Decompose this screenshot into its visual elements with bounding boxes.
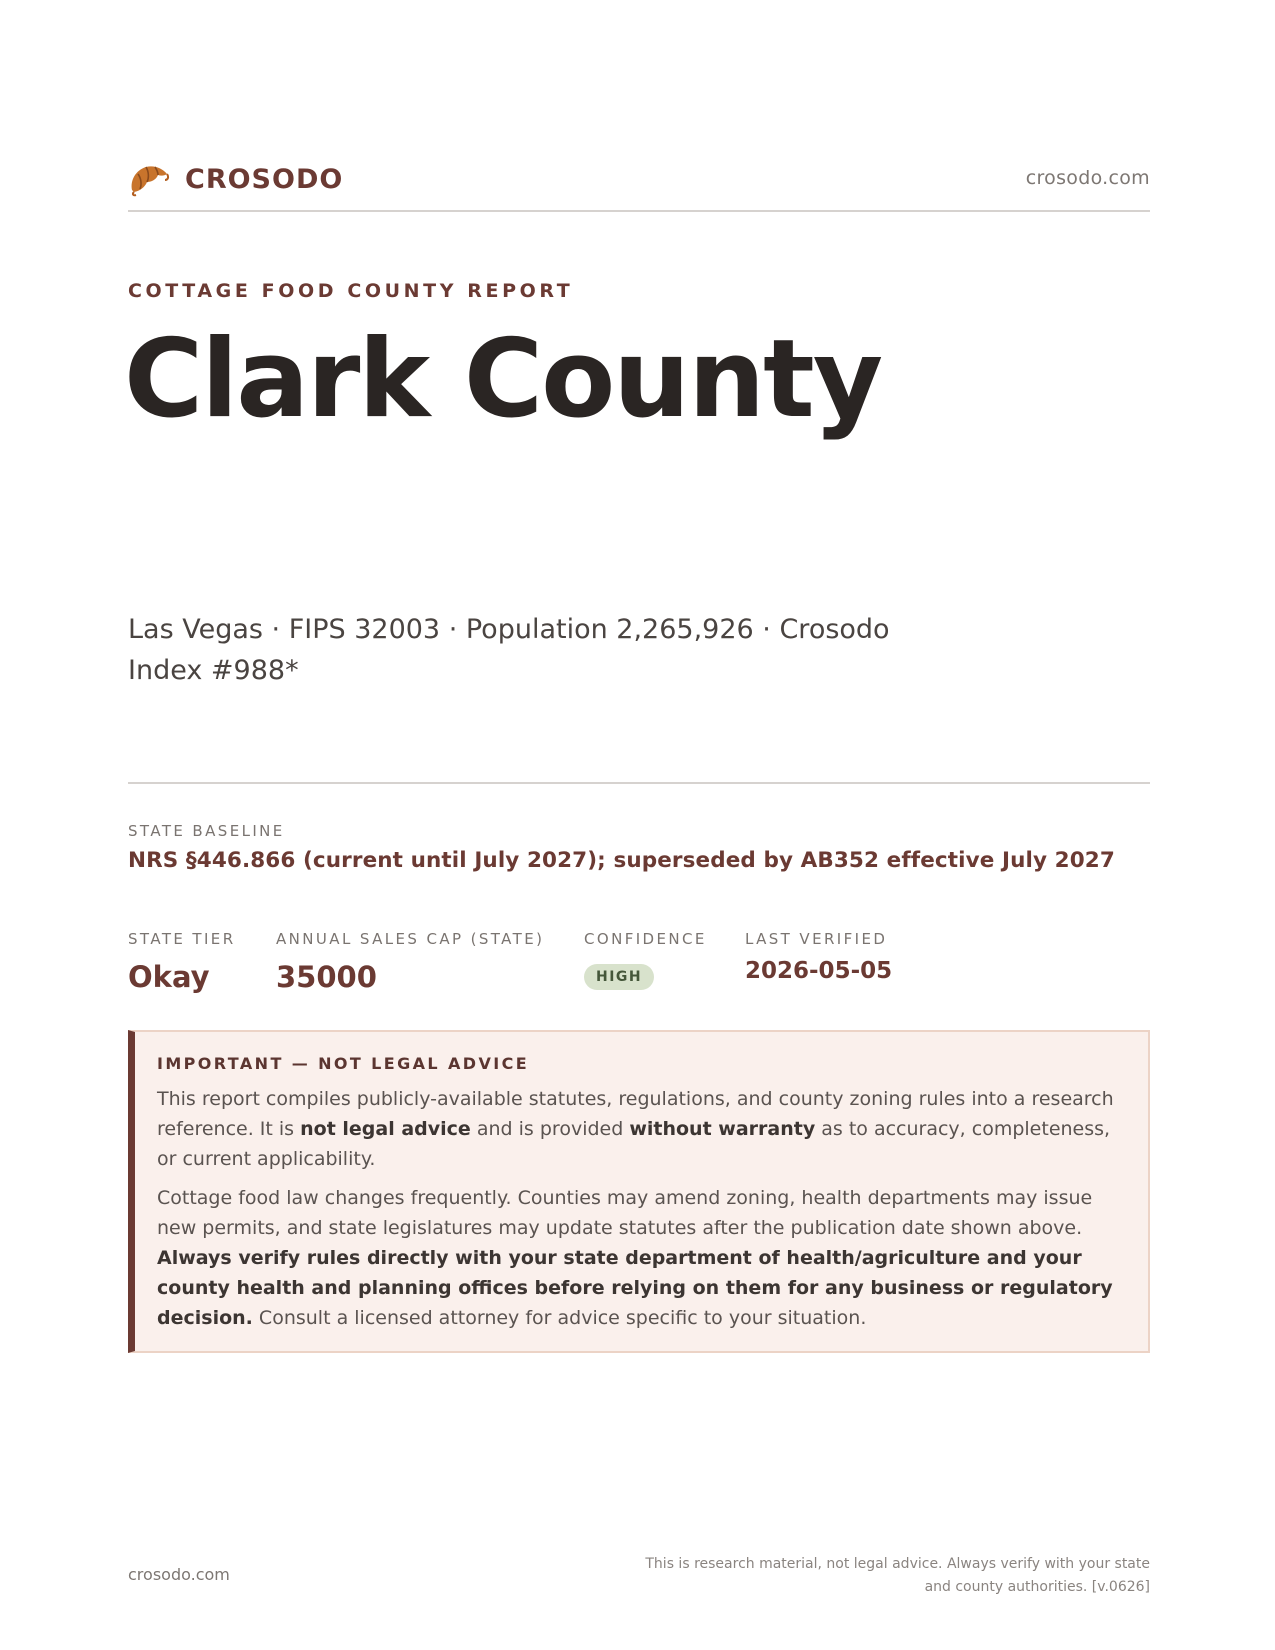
baseline-statute: NRS §446.866 (current until July 2027); superseded by AB352 effective July 2027: [128, 848, 1115, 873]
footer-disclaimer-line: and county authorities. [v.0626]: [924, 1579, 1150, 1595]
croissant-icon: [128, 160, 170, 198]
notice-text: and is provided: [470, 1118, 630, 1140]
report-page: [124, 0, 1150, 1650]
notice-paragraph: [157, 1183, 1127, 1333]
stat-value: Okay: [128, 960, 210, 994]
stat-state-tier: [128, 930, 236, 994]
confidence-badge: HIGH: [584, 964, 654, 990]
report-eyebrow: COTTAGE FOOD COUNTY REPORT: [128, 280, 574, 302]
notice-emphasis: without warranty: [629, 1118, 816, 1140]
page-title: Clark County: [124, 317, 882, 442]
stat-value: 35000: [276, 960, 377, 994]
notice-text: Consult a licensed attorney for advice specific to your situation.: [252, 1307, 867, 1329]
notice-emphasis: not legal advice: [300, 1118, 471, 1140]
notice-text: This report compiles publicly-available statutes, regulations, and county zoning rules into a research reference. It is: [157, 1088, 1114, 1140]
stat-sales-cap: [276, 930, 545, 994]
footer-disclaimer: [610, 1553, 1150, 1599]
footer-disclaimer-line: This is research material, not legal advice. Always verify with your state: [645, 1556, 1150, 1572]
brand-name: CROSODO: [185, 164, 344, 195]
stat-label: STATE TIER: [128, 930, 236, 948]
notice-paragraph: [157, 1084, 1127, 1174]
stat-confidence: [584, 930, 707, 985]
section-divider: [128, 782, 1150, 784]
stat-label: CONFIDENCE: [584, 930, 707, 948]
page-header: [128, 156, 1150, 212]
stat-last-verified: [745, 930, 893, 984]
baseline-label: STATE BASELINE: [128, 822, 285, 840]
stat-label: LAST VERIFIED: [745, 930, 888, 948]
legal-notice: [128, 1030, 1150, 1353]
notice-emphasis: Always verify rules directly with your state department of health/agriculture and your county health and planning offices before relying on them for any business or regulatory decision.: [157, 1247, 1113, 1329]
county-summary: Las Vegas · FIPS 32003 · Population 2,265,926 · Crosodo Index #988*: [128, 614, 890, 686]
notice-text: as to accuracy, completeness, or current applicability.: [157, 1118, 1111, 1170]
notice-text: Cottage food law changes frequently. Counties may amend zoning, health departments may issue new permits, and state legislatures may update statutes after the publication date shown above.: [157, 1187, 1093, 1239]
site-url[interactable]: crosodo.com: [1025, 167, 1150, 189]
stat-label: ANNUAL SALES CAP (STATE): [276, 930, 545, 948]
footer-site-url[interactable]: crosodo.com: [128, 1565, 230, 1584]
notice-heading: IMPORTANT — NOT LEGAL ADVICE: [157, 1054, 530, 1073]
stat-value: 2026-05-05: [745, 958, 893, 984]
